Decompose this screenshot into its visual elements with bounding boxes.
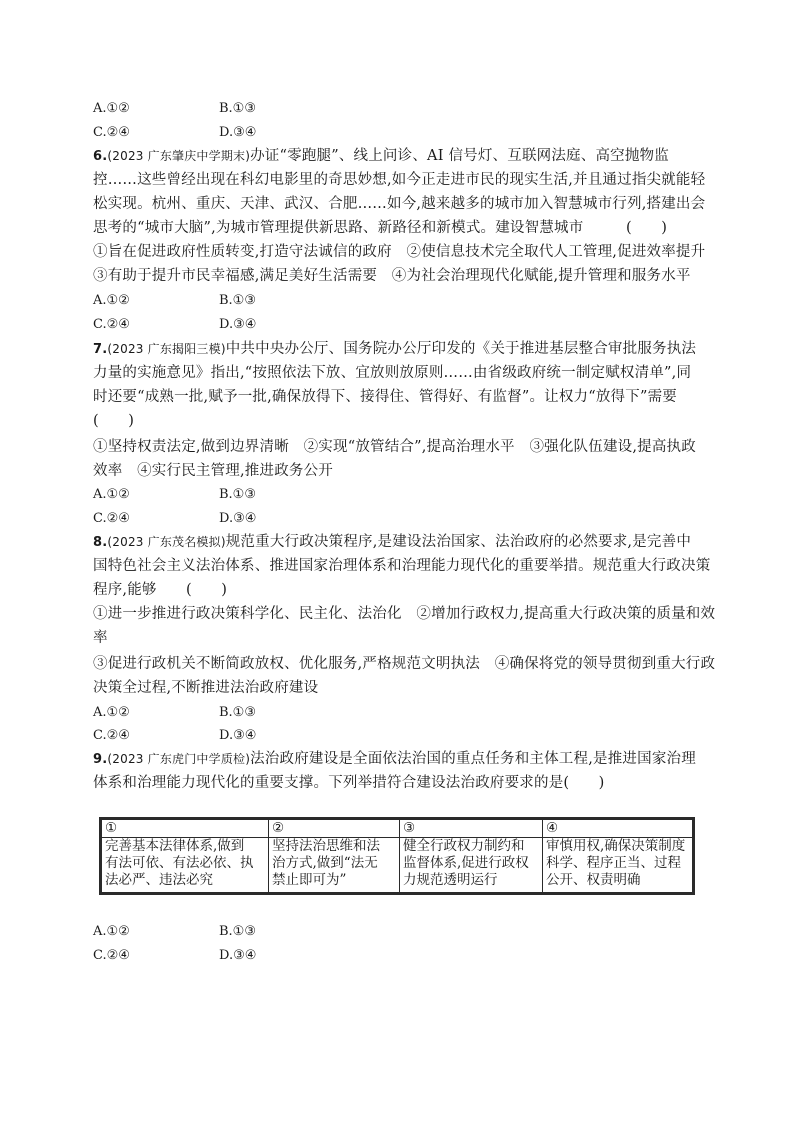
q7-option-c[interactable]: C.②④ [93,511,130,526]
q8-source: (2023 广东茂名模拟) [107,535,226,549]
q6-statement-1-2: ①旨在促进政府性质转变,打造守法诚信的政府 ②使信息技术完全取代人工管理,促进效率提升 [93,244,706,260]
q8-option-c[interactable]: C.②④ [93,728,130,743]
table-header-row [101,819,694,838]
table-cell: 完善基本法律体系,做到 有法可依、有法必依、执 法必严、违法必究 [101,838,269,894]
q9-number: 9. [93,752,108,767]
table-header-cell: ② [269,819,400,838]
q5-option-a[interactable]: A.①② [93,101,130,116]
q7-answer-paren: ( ) [93,413,135,429]
q6-source: (2023 广东肇庆中学期末) [107,149,251,163]
q8-statement-line-1: ①进一步推进行政决策科学化、民主化、法治化 ②增加行政权力,提高重大行政决策的质量和效 [93,606,716,622]
q9-text: 法治政府建设是全面依法治国的重点任务和主体工程,是推进国家治理 [250,751,696,767]
q5-option-b[interactable]: B.①③ [219,101,256,116]
q6-answer-paren: ( ) [626,220,668,236]
q6-option-c[interactable]: C.②④ [93,317,130,332]
q6-line-1 [93,145,669,168]
q7-option-b[interactable]: B.①③ [219,487,256,502]
table-cell: 审慎用权,确保决策制度 科学、程序正当、过程 公开、权责明确 [543,838,694,894]
q7-text: 中共中央办公厅、国务院办公厅印发的《关于推进基层整合审批服务执法 [225,341,697,357]
table-header-cell: ④ [543,819,694,838]
q6-line-2: 控……这些曾经出现在科幻电影里的奇思妙想,如今正走进市民的现实生活,并且通过指尖就能轻 [93,172,706,188]
q8-option-b[interactable]: B.①③ [219,705,256,720]
q9-option-c[interactable]: C.②④ [93,948,130,963]
q8-line-1 [93,531,691,554]
q9-option-a[interactable]: A.①② [93,924,130,939]
q8-text: 规范重大行政决策程序,是建设法治国家、法治政府的必然要求,是完善中 [225,534,692,550]
q7-option-d[interactable]: D.③④ [219,511,257,526]
q6-line-3: 松实现。杭州、重庆、天津、武汉、合肥……如今,越来越多的城市加入智慧城市行列,搭建出会 [93,196,706,212]
q6-option-b[interactable]: B.①③ [219,293,256,308]
q9-option-d[interactable]: D.③④ [219,948,257,963]
q7-number: 7. [93,342,108,357]
q7-line-2: 力量的实施意见》指出,“按照依法下放、宜放则放原则……由省级政府统一制定赋权清单”,同 [93,365,692,381]
q6-number: 6. [93,149,108,164]
table-header-cell: ① [101,819,269,838]
q8-line-2: 国特色社会主义法治体系、推进国家治理体系和治理能力现代化的重要举措。规范重大行政决策 [93,558,711,574]
q8-number: 8. [93,535,108,550]
q9-line-1 [93,748,696,771]
q9-statement-table [99,817,695,895]
q9-source: (2023 广东虎门中学质检) [107,752,251,766]
q6-text: 思考的“城市大脑”,为城市管理提供新思路、新路径和新模式。建设智慧城市 [93,220,584,236]
table-header-cell: ③ [400,819,543,838]
q6-option-a[interactable]: A.①② [93,293,130,308]
q7-line-3: 时还要“成熟一批,赋予一批,确保放得下、接得住、管得好、有监督”。让权力“放得下”需要 [93,389,677,405]
q7-option-a[interactable]: A.①② [93,487,130,502]
q8-option-a[interactable]: A.①② [93,705,130,720]
q6-option-d[interactable]: D.③④ [219,317,257,332]
q6-text: 办证“零跑腿”、线上问诊、AI 信号灯、互联网法庭、高空抛物监 [250,148,669,164]
q7-statement-line-2: 效率 ④实行民主管理,推进政务公开 [93,463,334,479]
q8-statement-line-4: 决策全过程,不断推进法治政府建设 [93,680,319,696]
q7-line-1 [93,338,696,361]
q5-option-c[interactable]: C.②④ [93,125,130,140]
q6-line-4 [93,217,668,239]
q8-line-3: 程序,能够 ( ) [93,582,228,598]
q5-option-d[interactable]: D.③④ [219,125,257,140]
q7-source: (2023 广东揭阳三模) [107,342,226,356]
q7-statement-line-1: ①坚持权责法定,做到边界清晰 ②实现“放管结合”,提高治理水平 ③强化队伍建设,提高执政 [93,439,696,455]
table-cell: 健全行政权力制约和 监督体系,促进行政权 力规范透明运行 [400,838,543,894]
q8-option-d[interactable]: D.③④ [219,728,257,743]
q9-option-b[interactable]: B.①③ [219,924,256,939]
table-row [101,838,694,894]
q8-statement-line-3: ③促进行政机关不断简政放权、优化服务,严格规范文明执法 ④确保将党的领导贯彻到重大行政 [93,656,716,672]
q9-line-2: 体系和治理能力现代化的重要支撑。下列举措符合建设法治政府要求的是( ) [93,775,605,791]
table-cell: 坚持法治思维和法 治方式,做到“法无 禁止即可为” [269,838,400,894]
q8-statement-line-2: 率 [93,630,108,646]
q6-statement-3-4: ③有助于提升市民幸福感,满足美好生活需要 ④为社会治理现代化赋能,提升管理和服务水平 [93,268,691,284]
